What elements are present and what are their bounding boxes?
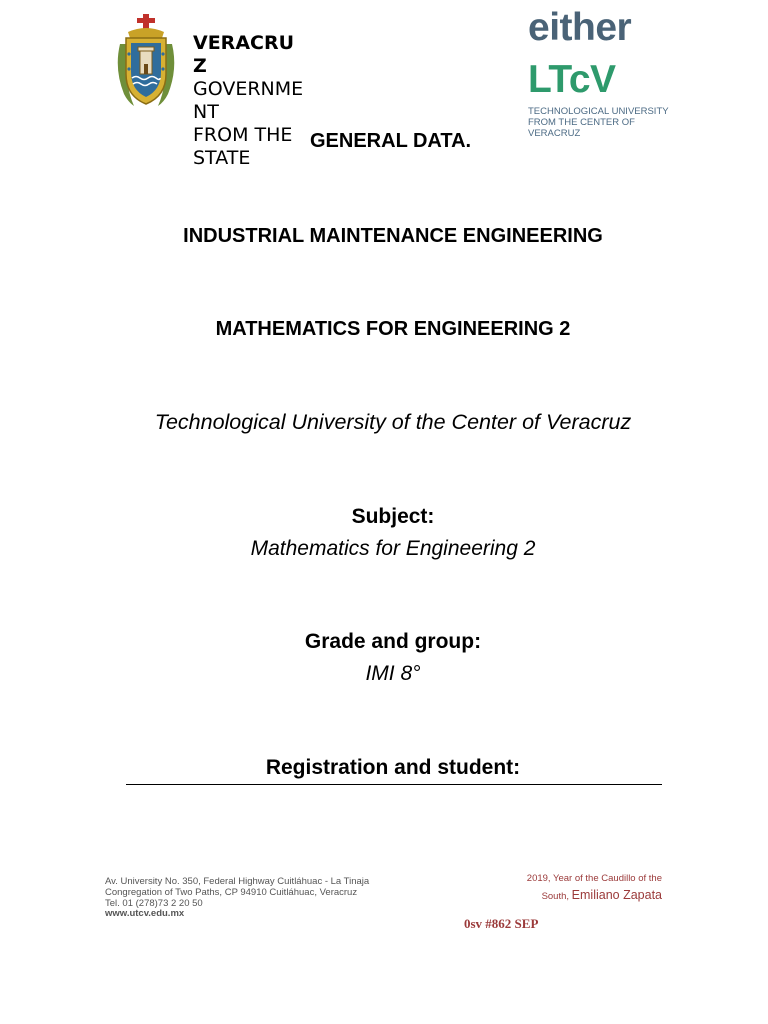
sep-code: 0sv #862 SEP — [464, 916, 539, 931]
year-name: Emiliano Zapata — [571, 888, 662, 902]
year-line: 2019, Year of the Caudillo of the — [526, 873, 662, 884]
career-title: INDUSTRIAL MAINTENANCE ENGINEERING — [183, 225, 603, 247]
brand-top-text: either — [528, 6, 632, 49]
subject-value: Mathematics for Engineering 2 — [250, 537, 536, 560]
subject-label: Subject: — [351, 505, 435, 528]
year-motto — [470, 871, 662, 905]
signature-line — [126, 784, 662, 785]
phone-number: Tel. 01 (278)73 2 20 50 — [105, 897, 203, 909]
footer-address — [105, 877, 369, 920]
brand-logo-text: LTcV — [528, 58, 616, 101]
university-name: Technological University of the Center of Veracruz — [154, 410, 632, 434]
grade-value: IMI 8° — [365, 662, 421, 685]
general-data-heading: GENERAL DATA. — [310, 130, 472, 152]
gov-sub-line: STATE — [193, 147, 251, 169]
gov-name-line: VERACRU — [193, 32, 295, 54]
website-link[interactable]: www.utcv.edu.mx — [105, 908, 185, 920]
grade-label: Grade and group: — [304, 630, 482, 653]
year-line: South, — [541, 891, 570, 902]
address-line: Congregation of Two Paths, CP 94910 Cuitláhuac, Veracruz — [105, 886, 358, 898]
gov-sub-line: FROM THE — [193, 124, 293, 146]
gov-sub-line: NT — [193, 101, 219, 123]
gov-sub-line: GOVERNME — [193, 78, 304, 100]
brand-subtitle: TECHNOLOGICAL UNIVERSITY FROM THE CENTER OF VERACRUZ — [528, 106, 669, 139]
government-name — [193, 32, 313, 170]
address-line: Av. University No. 350, Federal Highway Cuitláhuac - La Tinaja — [105, 876, 370, 887]
gov-name-line: Z — [193, 55, 207, 77]
registration-label: Registration and student: — [265, 756, 521, 779]
veracruz-coat-of-arms-icon — [114, 14, 178, 110]
course-title: MATHEMATICS FOR ENGINEERING 2 — [215, 318, 571, 340]
